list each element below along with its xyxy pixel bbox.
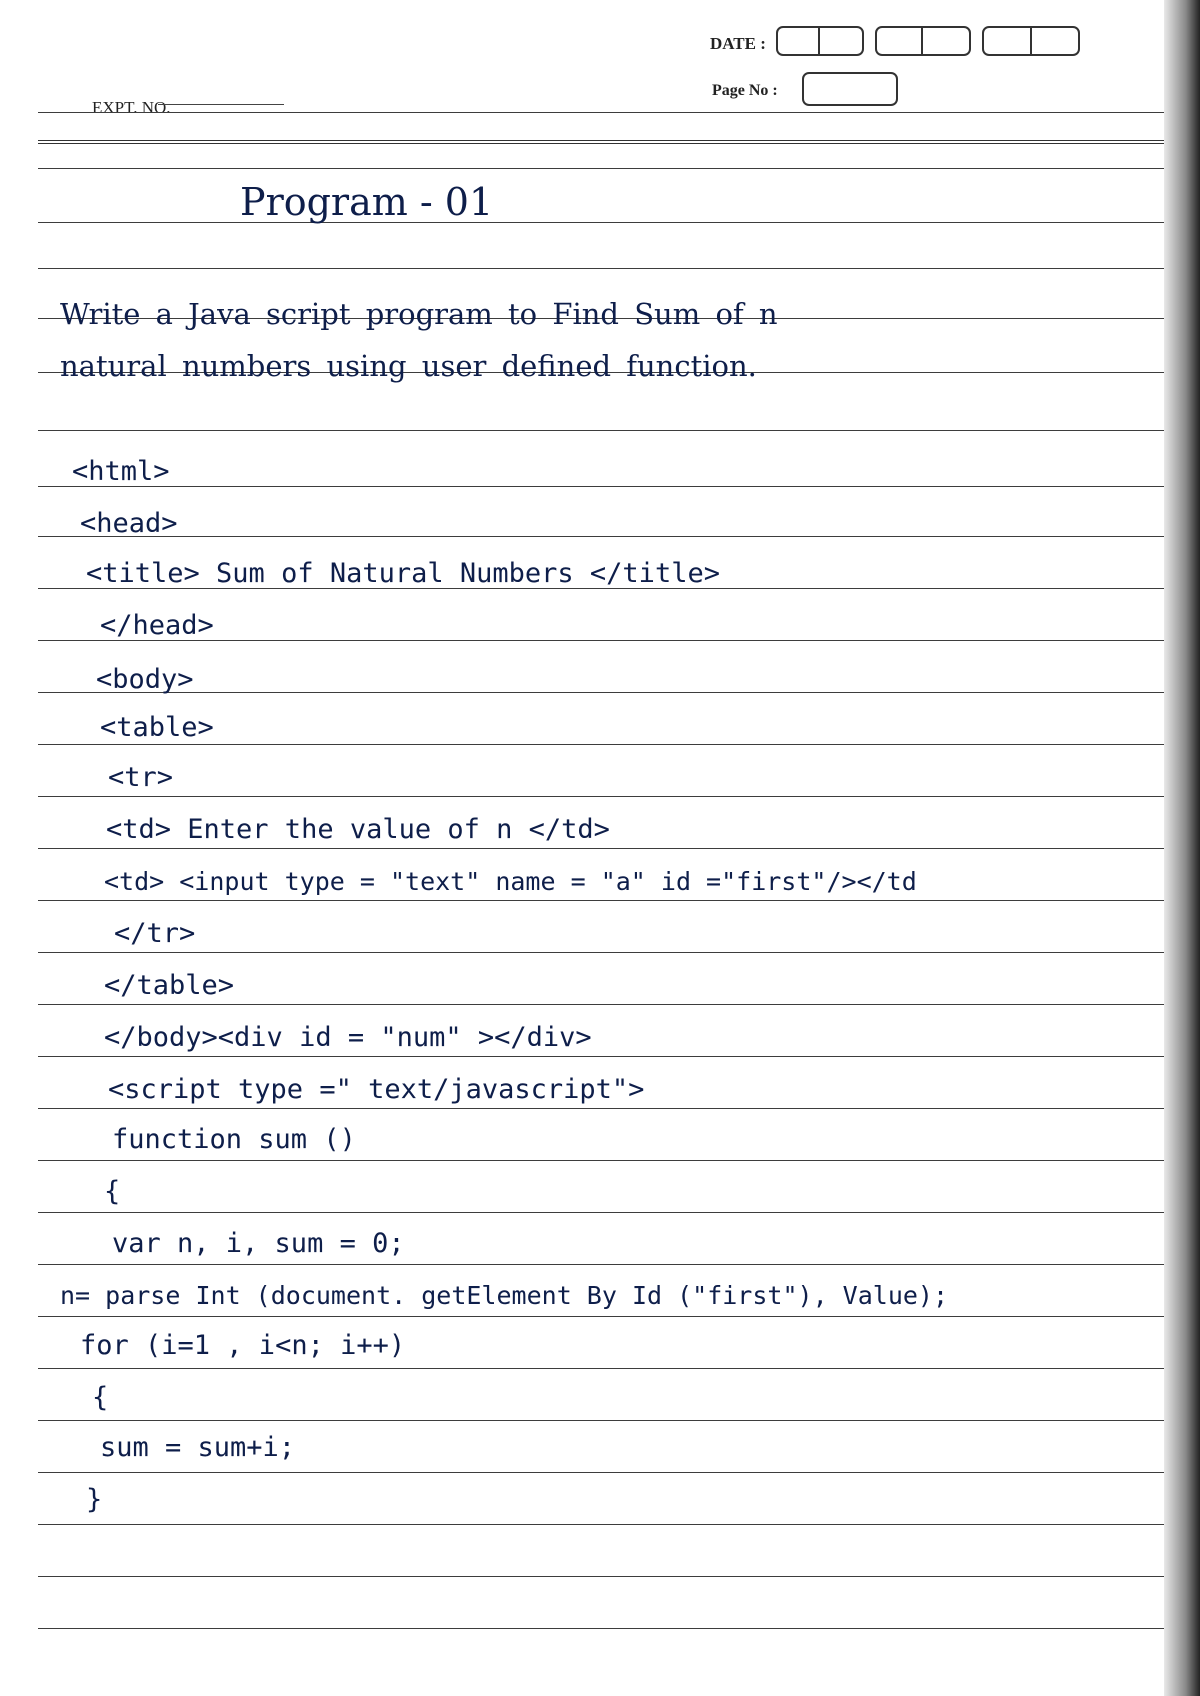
code-line: for (i=1 , i<n; i++) (80, 1330, 406, 1361)
code-line: n= parse Int (document. getElement By Id ("first"), Value); (60, 1281, 949, 1310)
ruled-line (38, 1628, 1166, 1629)
date-box-day (776, 26, 864, 56)
ruled-line (38, 952, 1166, 953)
code-line: <body> (96, 664, 194, 695)
date-box-month (875, 26, 971, 56)
code-line: <table> (100, 712, 214, 743)
ruled-line (38, 900, 1166, 901)
code-line: <td> Enter the value of n </td> (106, 814, 610, 845)
ruled-line (38, 796, 1166, 797)
ruled-line (38, 1524, 1166, 1525)
ruled-line (38, 1108, 1166, 1109)
ruled-line (38, 168, 1166, 169)
code-line: function sum () (112, 1124, 356, 1155)
ruled-line (38, 1160, 1166, 1161)
code-line: <html> (72, 456, 170, 487)
date-box-year (982, 26, 1080, 56)
code-line: <title> Sum of Natural Numbers </title> (86, 558, 720, 589)
ruled-line (38, 1004, 1166, 1005)
ruled-line (38, 430, 1166, 431)
ruled-line (38, 1472, 1166, 1473)
ruled-line (38, 1368, 1166, 1369)
code-line: </tr> (114, 918, 196, 949)
code-line: </body><div id = "num" ></div> (104, 1022, 592, 1053)
code-line: { (104, 1176, 121, 1207)
ruled-line (38, 1264, 1166, 1265)
ruled-line (38, 1056, 1166, 1057)
ruled-line (38, 486, 1166, 487)
page-no-box (802, 72, 898, 106)
code-line: } (86, 1484, 103, 1515)
ruled-line (38, 744, 1166, 745)
code-line: <td> <input type = "text" name = "a" id ="first"/></td (104, 867, 917, 896)
question-line: Write a Java script program to Find Sum of n (60, 297, 778, 331)
expt-no-label: EXPT. NO. (92, 98, 171, 117)
ruled-line (38, 268, 1166, 269)
ruled-line (38, 1316, 1166, 1317)
ruled-line (38, 222, 1166, 223)
code-line: <head> (80, 508, 178, 539)
code-line: <script type =" text/javascript"> (108, 1074, 645, 1105)
header-double-rule (38, 140, 1166, 144)
page-no-label: Page No : (712, 82, 778, 99)
question-line: natural numbers using user defined function. (60, 349, 757, 383)
code-line: { (92, 1382, 109, 1413)
page-binding-edge (1164, 0, 1200, 1696)
code-line: </head> (100, 610, 214, 641)
code-line: <tr> (108, 762, 174, 793)
expt-no-line (158, 104, 284, 105)
ruled-line (38, 1576, 1166, 1577)
ruled-line (38, 848, 1166, 849)
code-line: var n, i, sum = 0; (112, 1228, 405, 1259)
ruled-line (38, 692, 1166, 693)
code-line: </table> (104, 970, 235, 1001)
date-label: DATE : (710, 34, 766, 53)
ruled-line (38, 1420, 1166, 1421)
ruled-line (38, 536, 1166, 537)
code-line: sum = sum+i; (100, 1432, 296, 1463)
header-divider (38, 112, 1166, 113)
program-title: Program - 01 (240, 180, 494, 224)
ruled-line (38, 1212, 1166, 1213)
